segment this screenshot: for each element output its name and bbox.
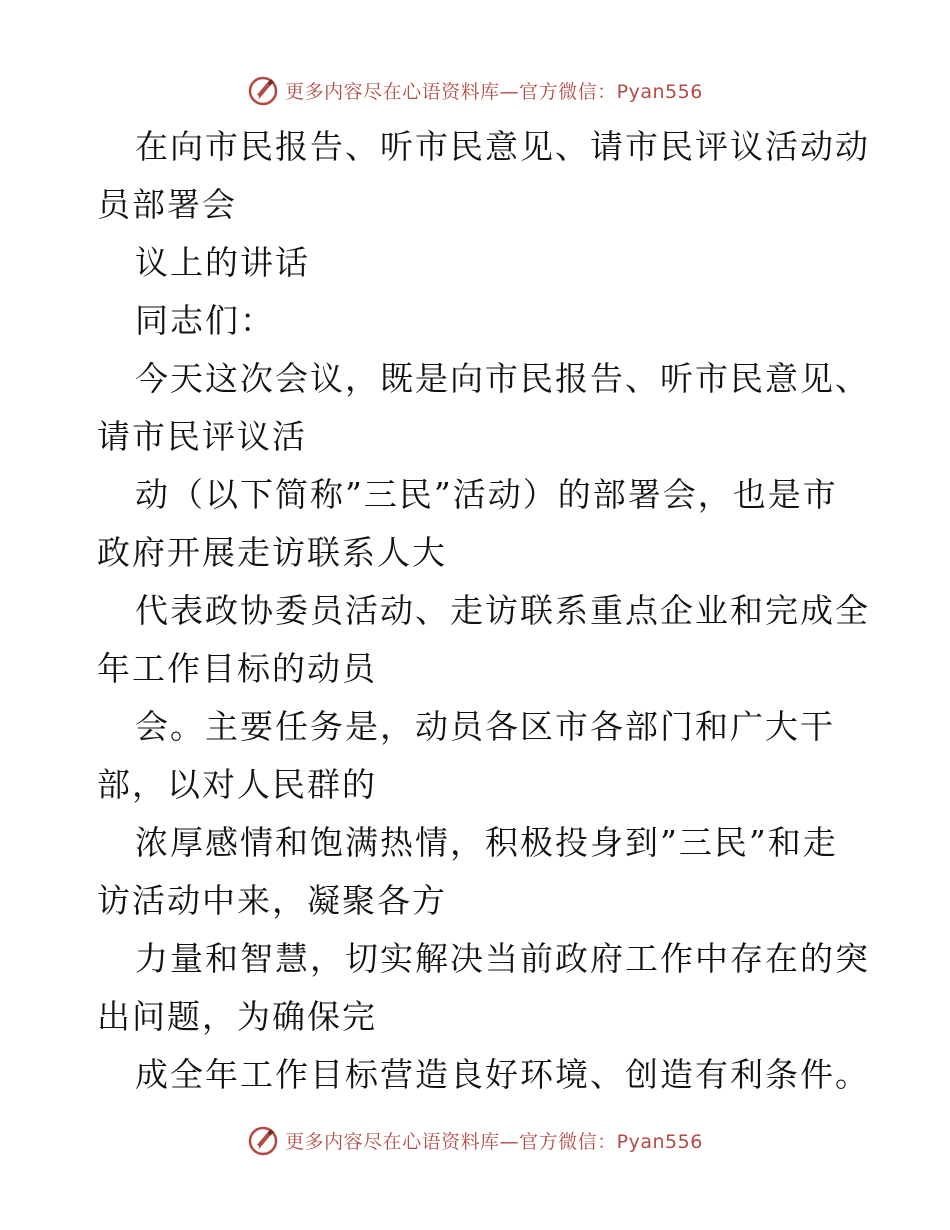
text-line: 请市民评议活 <box>97 417 307 456</box>
text-line: 成全年工作目标营造良好环境、创造有利条件。 <box>135 1055 870 1094</box>
header-banner <box>0 70 950 110</box>
brush-pen-logo-icon <box>247 1124 279 1156</box>
text-line: 今天这次会议，既是向市民报告、听市民意见、 <box>135 359 870 398</box>
brush-pen-logo-icon <box>247 74 279 106</box>
text-line: 部，以对人民群的 <box>97 765 377 804</box>
text-line: 会。主要任务是，动员各区市各部门和广大干 <box>135 707 835 746</box>
text-line: 浓厚感情和饱满热情，积极投身到”三民”和走 <box>135 823 838 862</box>
text-line: 年工作目标的动员 <box>97 649 377 688</box>
header-banner-text: 更多内容尽在心语资料库—官方微信：Pyan556 <box>285 80 703 103</box>
text-line: 代表政协委员活动、走访联系重点企业和完成全 <box>135 591 870 630</box>
text-line: 议上的讲话 <box>135 243 310 282</box>
document-body <box>97 118 870 1104</box>
footer-banner <box>0 1120 950 1160</box>
text-line: 员部署会 <box>97 185 237 224</box>
text-line: 力量和智慧，切实解决当前政府工作中存在的突 <box>135 939 870 978</box>
text-line: 出问题，为确保完 <box>97 997 377 1036</box>
footer-banner-text: 更多内容尽在心语资料库—官方微信：Pyan556 <box>285 1130 703 1153</box>
text-line: 访活动中来，凝聚各方 <box>97 881 447 920</box>
text-line: 政府开展走访联系人大 <box>97 533 447 572</box>
text-line: 同志们： <box>135 301 275 340</box>
text-line: 动（以下简称”三民”活动）的部署会，也是市 <box>135 475 838 514</box>
text-line: 在向市民报告、听市民意见、请市民评议活动动 <box>135 127 870 166</box>
